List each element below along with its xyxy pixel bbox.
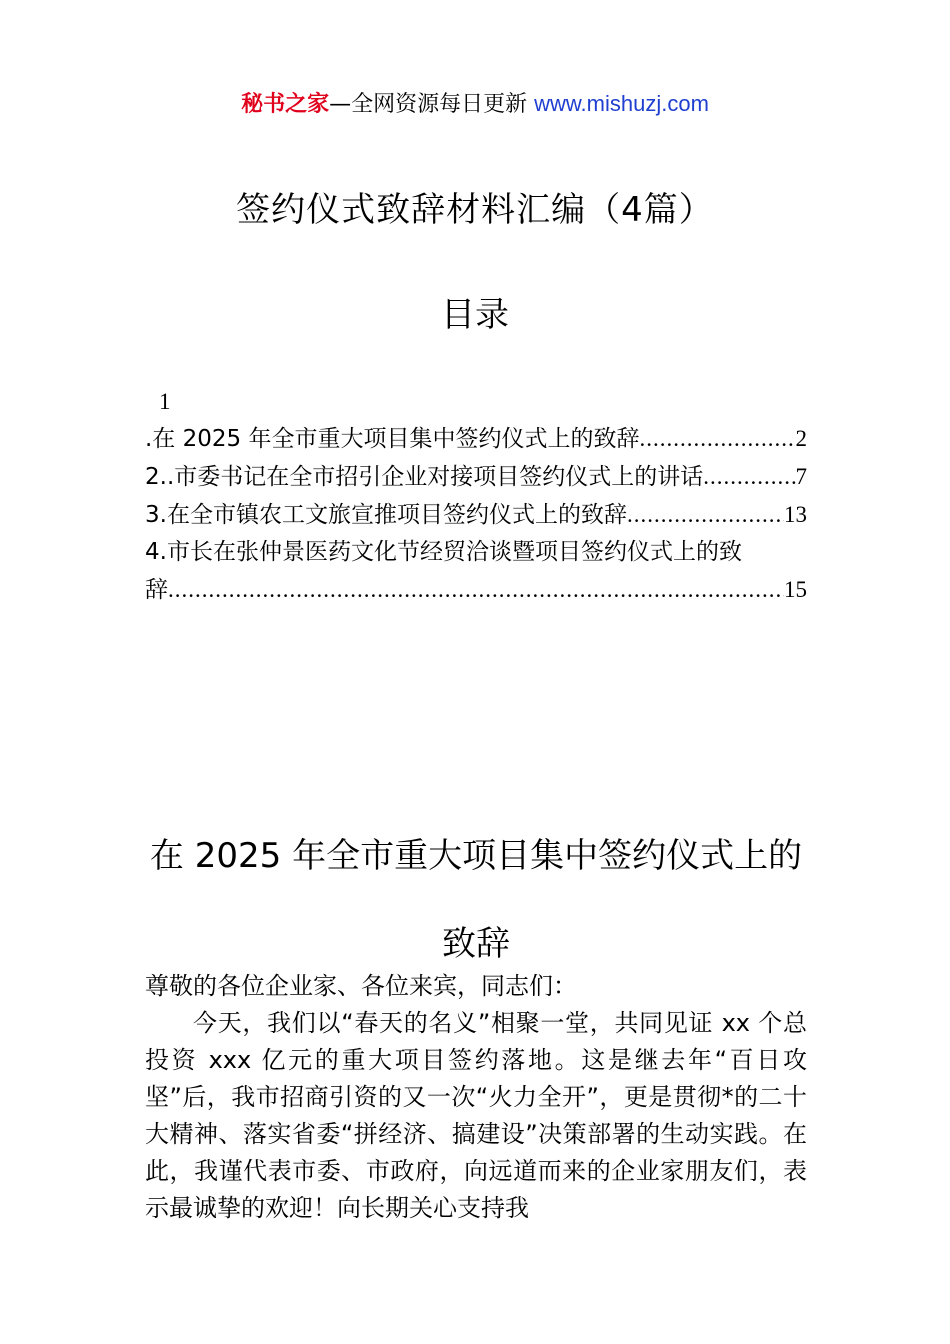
toc-entry-text-continued: 辞: [145, 577, 168, 603]
toc-entry[interactable]: [145, 420, 807, 458]
toc-leader-dots: [168, 571, 784, 608]
site-url-link[interactable]: www.mishuzj.com: [534, 91, 709, 116]
toc-leader-dots: [703, 458, 795, 495]
toc-leader-dots: [639, 420, 795, 457]
salutation: 尊敬的各位企业家、各位来宾，同志们：: [145, 972, 577, 1000]
section-title: [145, 812, 807, 988]
toc-entry[interactable]: [145, 534, 807, 609]
toc-entry[interactable]: [145, 458, 807, 496]
toc-page-number: 7: [795, 464, 807, 489]
toc-entry-text: 4.市长在张仲景医药文化节经贸洽谈暨项目签约仪式上的致: [145, 539, 742, 565]
section-body: [145, 968, 807, 1227]
document-title: 签约仪式致辞材料汇编（4篇）: [236, 190, 714, 230]
toc-leader-dots: [627, 496, 784, 533]
site-header: [0, 88, 950, 121]
section-title-line: 致辞: [442, 924, 510, 964]
toc-entry-text: 2..市委书记在全市招引企业对接项目签约仪式上的讲话: [145, 464, 704, 490]
toc-heading: 目录: [441, 295, 509, 335]
toc-entry-text: 3.在全市镇农工文旅宣推项目签约仪式上的致辞: [145, 502, 627, 528]
header-slogan: —全网资源每日更新: [329, 92, 528, 117]
section-title-line: 在 2025 年全市重大项目集中签约仪式上的: [149, 836, 803, 876]
toc-first-number: 1: [159, 389, 171, 414]
body-paragraph: 今天，我们以“春天的名义”相聚一堂，共同见证 xx 个总投资 xxx 亿元的重大项目签约落地。这是继去年“百日攻坚”后，我市招商引资的又一次“火力全开”，更是贯彻*的二十大精神、落实省委“拼经济、搞建设”决策部署的生动实践。在此，我谨代表市委、市政府，向远道而来的企业家朋友们，表示最诚挚的欢迎！向长期关心支持我: [145, 1009, 807, 1222]
toc-page-number: 2: [795, 426, 807, 451]
brand-name: 秘书之家: [241, 92, 330, 117]
toc-entry[interactable]: [145, 496, 807, 534]
toc-entry-text: .在 2025 年全市重大项目集中签约仪式上的致辞: [145, 426, 640, 452]
toc-page-number: 13: [784, 502, 807, 527]
table-of-contents: [145, 383, 807, 609]
toc-page-number: 15: [784, 577, 807, 602]
